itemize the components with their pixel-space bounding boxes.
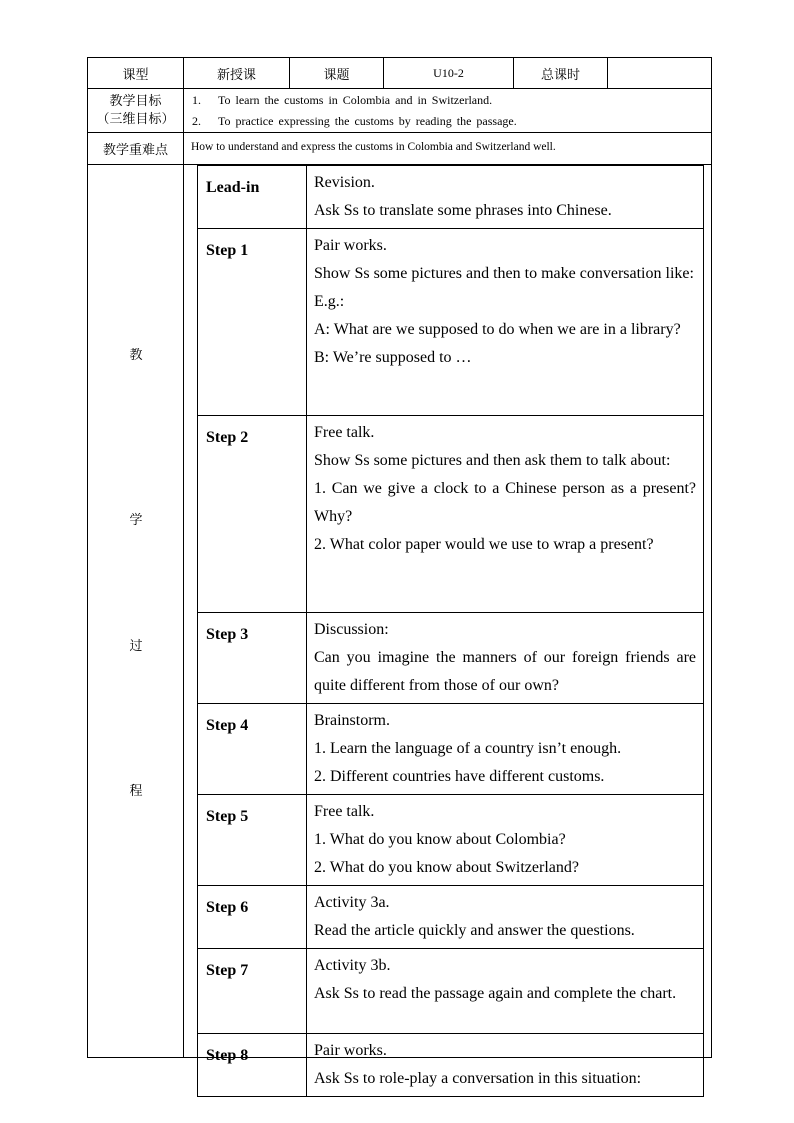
step-line: E.g.: xyxy=(314,293,345,310)
step-content xyxy=(307,704,704,795)
step-line: B: We’re supposed to … xyxy=(314,349,472,366)
step-line: Brainstorm. xyxy=(314,712,390,729)
objectives-label-line1: 教学目标 xyxy=(109,94,162,109)
step-line: Pair works. xyxy=(314,237,387,254)
table-border-right xyxy=(711,57,712,1058)
step-line: Activity 3b. xyxy=(314,957,391,974)
objectives-label xyxy=(88,93,183,129)
table-row xyxy=(198,949,704,1034)
step-content xyxy=(307,229,704,416)
step-content xyxy=(307,949,704,1034)
step-name: Step 2 xyxy=(198,416,307,613)
step-line: Ask Ss to role-play a conversation in this situation: xyxy=(314,1070,642,1087)
step-content xyxy=(307,1034,704,1097)
table-row xyxy=(198,229,704,416)
table-row xyxy=(198,613,704,704)
table-row xyxy=(198,704,704,795)
process-margin-line xyxy=(183,165,184,1058)
topic-value: U10-2 xyxy=(433,65,464,80)
total-hours-label: 总课时 xyxy=(540,67,580,83)
process-label-char: 教 xyxy=(129,348,143,363)
key-points-text: How to understand and express the customs in Colombia and Switzerland well. xyxy=(191,141,556,153)
step-content xyxy=(307,886,704,949)
step-line: Activity 3a. xyxy=(314,894,390,911)
process-label-char: 程 xyxy=(129,784,143,799)
step-name: Step 4 xyxy=(198,704,307,795)
table-border-left xyxy=(87,57,88,1058)
step-name: Step 1 xyxy=(198,229,307,416)
key-points-label: 教学重难点 xyxy=(102,143,168,158)
step-line: Can you imagine the manners of our foreign friends are quite different from those of our own? xyxy=(314,649,696,694)
table-row xyxy=(198,416,704,613)
table-row xyxy=(198,795,704,886)
step-name: Lead-in xyxy=(198,166,307,229)
step-content xyxy=(307,166,704,229)
process-label-char: 过 xyxy=(129,639,143,654)
objective-number: 1. xyxy=(192,93,201,107)
step-line: 2. What do you know about Switzerland? xyxy=(314,859,579,876)
step-line: Free talk. xyxy=(314,803,375,820)
step-line: Ask Ss to translate some phrases into Chinese. xyxy=(314,202,612,219)
step-line: Pair works. xyxy=(314,1042,387,1059)
step-name: Step 5 xyxy=(198,795,307,886)
objective-text: To learn the customs in Colombia and in Switzerland. xyxy=(218,93,493,107)
step-content xyxy=(307,795,704,886)
step-line: A: What are we supposed to do when we are in a library? xyxy=(314,321,681,338)
total-hours-value xyxy=(608,58,711,88)
course-type-label: 课型 xyxy=(122,67,149,83)
step-name: Step 3 xyxy=(198,613,307,704)
step-line: 1. Learn the language of a country isn’t enough. xyxy=(314,740,622,757)
objective-text: To practice expressing the customs by reading the passage. xyxy=(218,114,517,128)
step-line: Show Ss some pictures and then to make conversation like: xyxy=(314,265,694,282)
process-label-char: 学 xyxy=(129,513,143,528)
topic-label: 课题 xyxy=(323,67,350,83)
step-line: Free talk. xyxy=(314,424,375,441)
objective-number: 2. xyxy=(192,114,201,128)
step-name: Step 6 xyxy=(198,886,307,949)
step-line: Read the article quickly and answer the questions. xyxy=(314,922,635,939)
step-line: 2. Different countries have different customs. xyxy=(314,768,605,785)
step-content xyxy=(307,416,704,613)
step-line: 1. What do you know about Colombia? xyxy=(314,831,566,848)
step-content xyxy=(307,613,704,704)
step-name: Step 7 xyxy=(198,949,307,1034)
table-row xyxy=(198,1034,704,1097)
table-row xyxy=(198,886,704,949)
steps-table xyxy=(197,165,704,1097)
step-line: Show Ss some pictures and then ask them to talk about: xyxy=(314,452,671,469)
step-line: 1. Can we give a clock to a Chinese person as a present? Why? xyxy=(314,480,696,525)
step-line: Ask Ss to read the passage again and complete the chart. xyxy=(314,985,677,1002)
step-line: Discussion: xyxy=(314,621,389,638)
step-line: Revision. xyxy=(314,174,375,191)
table-row xyxy=(198,166,704,229)
step-name: Step 8 xyxy=(198,1034,307,1097)
row-divider xyxy=(87,88,712,89)
course-type-value: 新授课 xyxy=(216,67,256,83)
step-line: 2. What color paper would we use to wrap a present? xyxy=(314,536,654,553)
objectives-label-line2: （三维目标） xyxy=(96,112,175,127)
